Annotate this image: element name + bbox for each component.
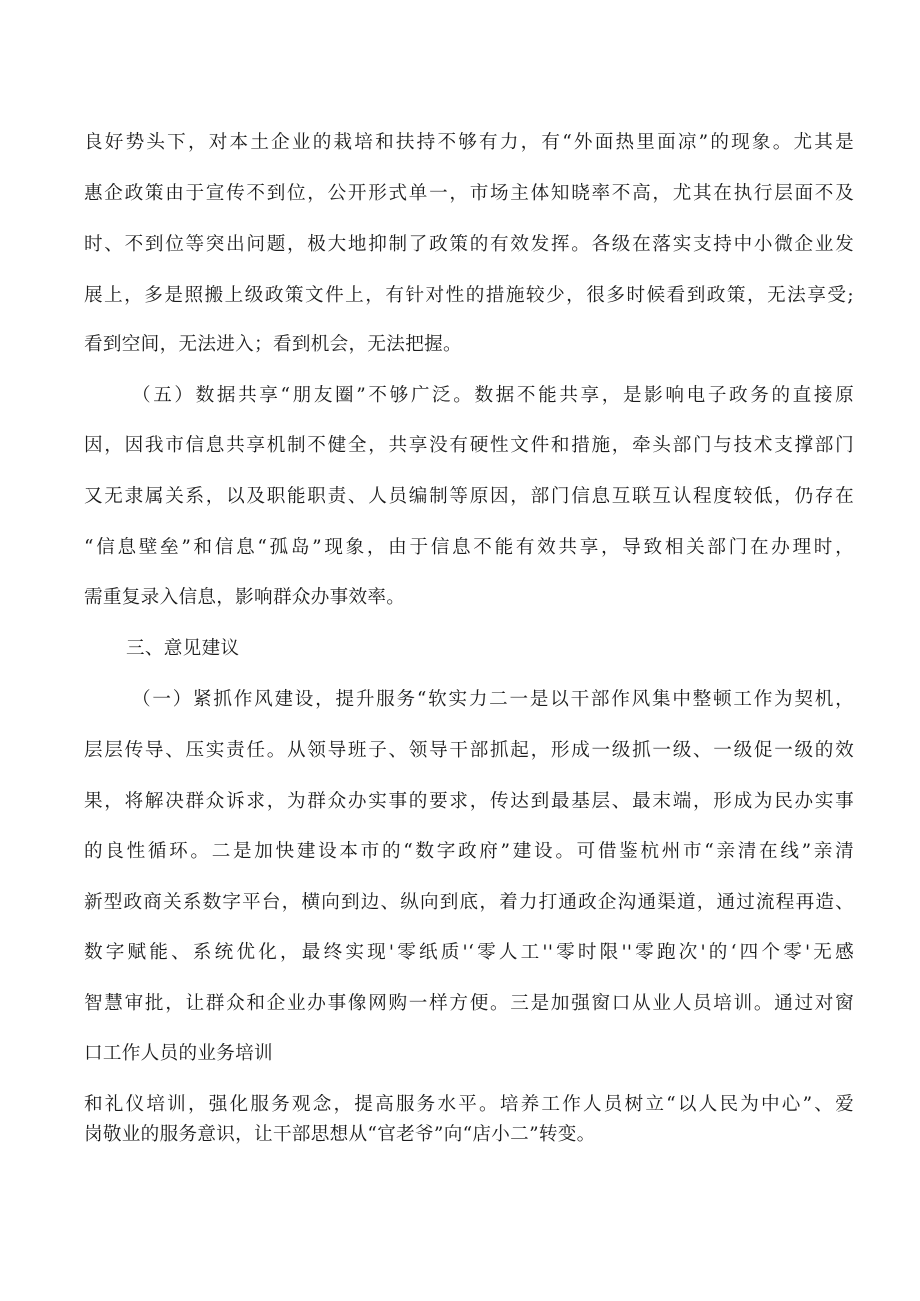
paragraph-line: 时、不到位等突出问题，极大地抑制了政策的有效发挥。各级在落实支持中小微企业发: [84, 234, 854, 255]
paragraph-line: 口工作人员的业务培训: [84, 1043, 273, 1064]
paragraph-line: 又无隶属关系，以及职能职责、人员编制等原因，部门信息互联互认程度较低，仍存在: [84, 486, 854, 507]
paragraph-line: “信息壁垒”和信息“孤岛”现象，由于信息不能有效共享，导致相关部门在办理时，: [84, 537, 854, 558]
paragraph-line: 数字赋能、系统优化，最终实现'零纸质'‘零人工''零时限''零跑次'的‘四个零'无感: [84, 942, 854, 963]
paragraph-line: 需重复录入信息，影响群众办事效率。: [84, 587, 406, 608]
paragraph-line: 层层传导、压实责任。从领导班子、领导干部抓起，形成一级抓一级、一级促一级的效: [84, 740, 854, 761]
paragraph-line: 惠企政策由于宣传不到位，公开形式单一，市场主体知晓率不高，尤其在执行层面不及: [84, 183, 854, 204]
paragraph-line: 因，因我市信息共享机制不健全，共享没有硬性文件和措施，牵头部门与技术支撑部门: [84, 435, 854, 456]
paragraph-line: 智慧审批，让群众和企业办事像网购一样方便。三是加强窗口从业人员培训。通过对窗: [84, 993, 854, 1014]
paragraph-line: 的良性循环。二是加快建设本市的“数字政府”建设。可借鉴杭州市“亲清在线”亲清: [84, 841, 854, 862]
paragraph-line: 果，将解决群众诉求，为群众办实事的要求，传达到最基层、最末端，形成为民办实事: [84, 791, 854, 812]
paragraph-line: 岗敬业的服务意识，让干部思想从“官老爷”向“店小二”转变。: [84, 1124, 596, 1145]
paragraph-line: （一）紧抓作风建设，提升服务“软实力二一是以干部作风集中整顿工作为契机，: [132, 689, 854, 710]
paragraph-line: 展上，多是照搬上级政策文件上，有针对性的措施较少，很多时候看到政策，无法享受;: [84, 285, 854, 306]
section-heading: 三、意见建议: [126, 638, 240, 659]
paragraph-line: 良好势头下，对本土企业的栽培和扶持不够有力，有“外面热里面凉”的现象。尤其是: [84, 132, 854, 153]
paragraph-line: 和礼仪培训，强化服务观念，提高服务水平。培养工作人员树立“以人民为中心”、爱: [84, 1094, 854, 1115]
paragraph-line: （五）数据共享“朋友圈”不够广泛。数据不能共享，是影响电子政务的直接原: [132, 385, 854, 406]
paragraph-line: 新型政商关系数字平台，横向到边、纵向到底，着力打通政企沟通渠道，通过流程再造、: [84, 892, 854, 913]
paragraph-line: 看到空间，无法进入；看到机会，无法把握。: [84, 334, 462, 355]
